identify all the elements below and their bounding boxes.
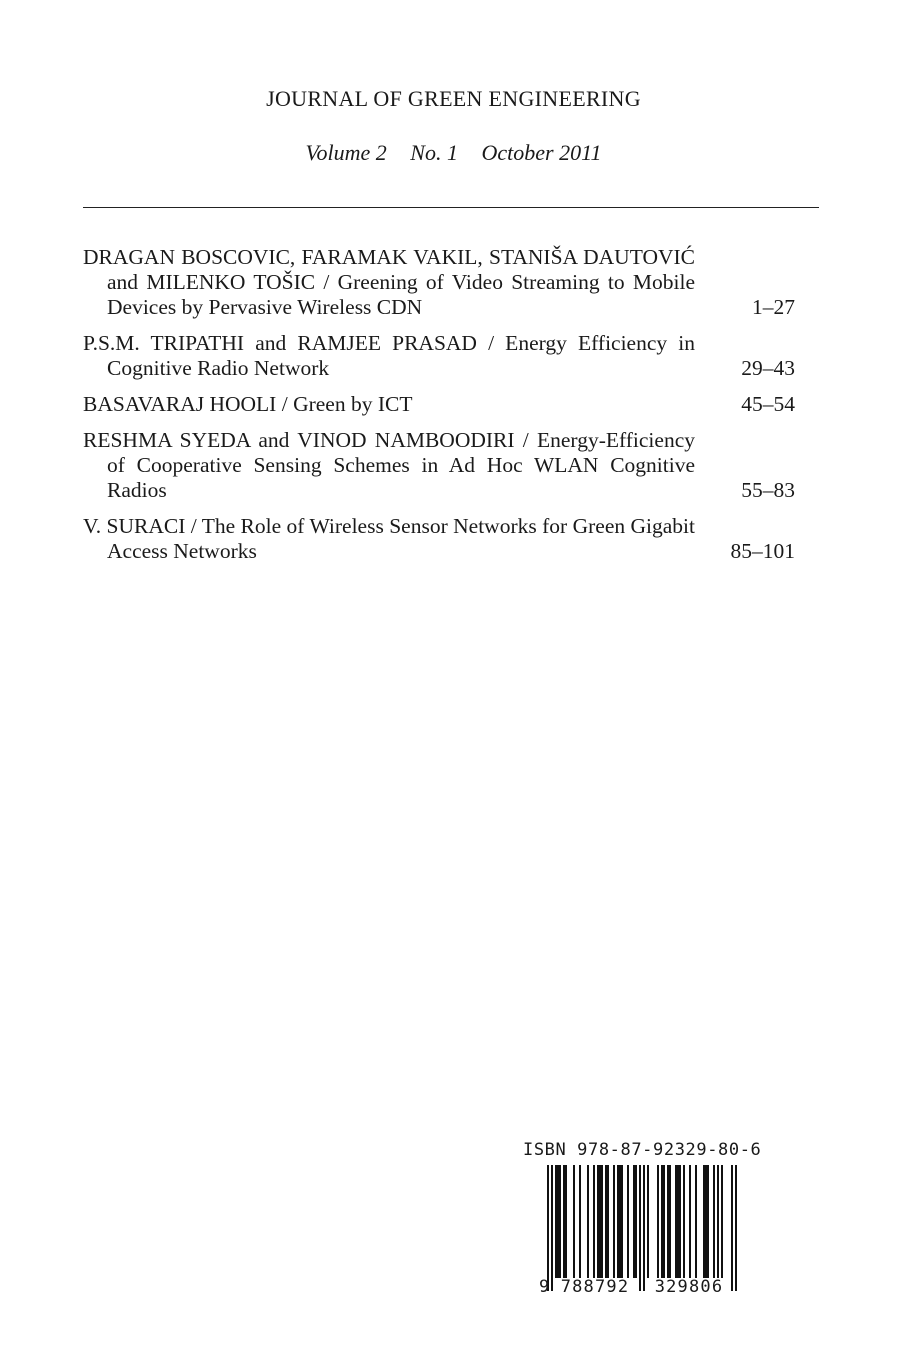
toc-entry-text: DRAGAN BOSCOVIC, FARAMAK VAKIL, STANIŠA DAUTOVIĆ and MILENKO TOŠIC / Greening of Video Streaming to Mobile Devices by Pervasive Wireless CDN (83, 245, 695, 319)
barcode-bar (607, 1165, 609, 1278)
isbn-barcode (537, 1163, 743, 1298)
barcode-bar (663, 1165, 665, 1278)
volume-label: Volume 2 (305, 140, 387, 165)
toc-entry (83, 428, 795, 503)
barcode-bars (547, 1165, 737, 1291)
toc-entry-pages: 85–101 (730, 539, 795, 563)
toc-entry (83, 392, 795, 417)
barcode-bar (669, 1165, 671, 1278)
barcode-digits-right: 329806 (654, 1277, 724, 1297)
barcode-bar (683, 1165, 685, 1278)
journal-title: JOURNAL OF GREEN ENGINEERING (266, 86, 641, 111)
barcode-bar (647, 1165, 649, 1278)
barcode-bar (703, 1165, 705, 1278)
table-of-contents (83, 245, 795, 575)
barcode-bar (547, 1165, 549, 1291)
barcode-bar (643, 1165, 645, 1291)
barcode-bar (617, 1165, 619, 1278)
date-label: October 2011 (481, 140, 602, 165)
barcode-bar (713, 1165, 715, 1278)
barcode-bar (573, 1165, 575, 1278)
barcode-bar (707, 1165, 709, 1278)
barcode-bar (579, 1165, 581, 1278)
barcode-bar (557, 1165, 559, 1278)
barcode-bar (551, 1165, 553, 1291)
toc-entry-text: P.S.M. TRIPATHI and RAMJEE PRASAD / Energy Efficiency in Cognitive Radio Network (83, 331, 695, 380)
barcode-bar (661, 1165, 663, 1278)
barcode-bar (679, 1165, 681, 1278)
toc-entry-text: V. SURACI / The Role of Wireless Sensor Networks for Green Gigabit Access Networks (83, 514, 695, 563)
toc-entry-pages: 55–83 (741, 478, 795, 502)
barcode-digits-left: 788792 (560, 1277, 630, 1297)
barcode-bar (601, 1165, 603, 1278)
barcode-bar (721, 1165, 723, 1278)
barcode-bar (667, 1165, 669, 1278)
barcode-bar (633, 1165, 635, 1278)
barcode-bar (689, 1165, 691, 1278)
toc-entry (83, 514, 795, 564)
barcode-bar (605, 1165, 607, 1278)
barcode-bar (587, 1165, 589, 1278)
barcode-bar (619, 1165, 621, 1278)
barcode-bar (565, 1165, 567, 1278)
issue-line (0, 140, 907, 166)
barcode-digit-first: 9 (539, 1277, 550, 1297)
isbn-label: ISBN 978-87-92329-80-6 (523, 1140, 762, 1160)
toc-entry-text: RESHMA SYEDA and VINOD NAMBOODIRI / Energy-Efficiency of Cooperative Sensing Schemes in Ad Hoc WLAN Cognitive Radios (83, 428, 695, 502)
barcode-bar (735, 1165, 737, 1291)
barcode-bar (563, 1165, 565, 1278)
barcode-bar (717, 1165, 719, 1278)
barcode-bar (599, 1165, 601, 1278)
barcode-bar (555, 1165, 557, 1278)
toc-entry (83, 331, 795, 381)
barcode-bar (677, 1165, 679, 1278)
barcode-bar (613, 1165, 615, 1278)
barcode-bar (705, 1165, 707, 1278)
number-label: No. 1 (410, 140, 458, 165)
barcode-bar (635, 1165, 637, 1278)
barcode-bar (639, 1165, 641, 1291)
barcode-bar (731, 1165, 733, 1291)
barcode-bar (627, 1165, 629, 1278)
barcode-bar (597, 1165, 599, 1278)
toc-entry-text: BASAVARAJ HOOLI / Green by ICT (83, 392, 413, 416)
toc-entry (83, 245, 795, 320)
header-divider (83, 207, 819, 208)
toc-entry-pages: 1–27 (752, 295, 795, 319)
barcode-bar (657, 1165, 659, 1278)
barcode-bar (559, 1165, 561, 1278)
toc-entry-pages: 45–54 (741, 392, 795, 416)
toc-entry-pages: 29–43 (741, 356, 795, 380)
barcode-bar (695, 1165, 697, 1278)
barcode-bar (593, 1165, 595, 1278)
barcode-bar (675, 1165, 677, 1278)
barcode-bar (621, 1165, 623, 1278)
